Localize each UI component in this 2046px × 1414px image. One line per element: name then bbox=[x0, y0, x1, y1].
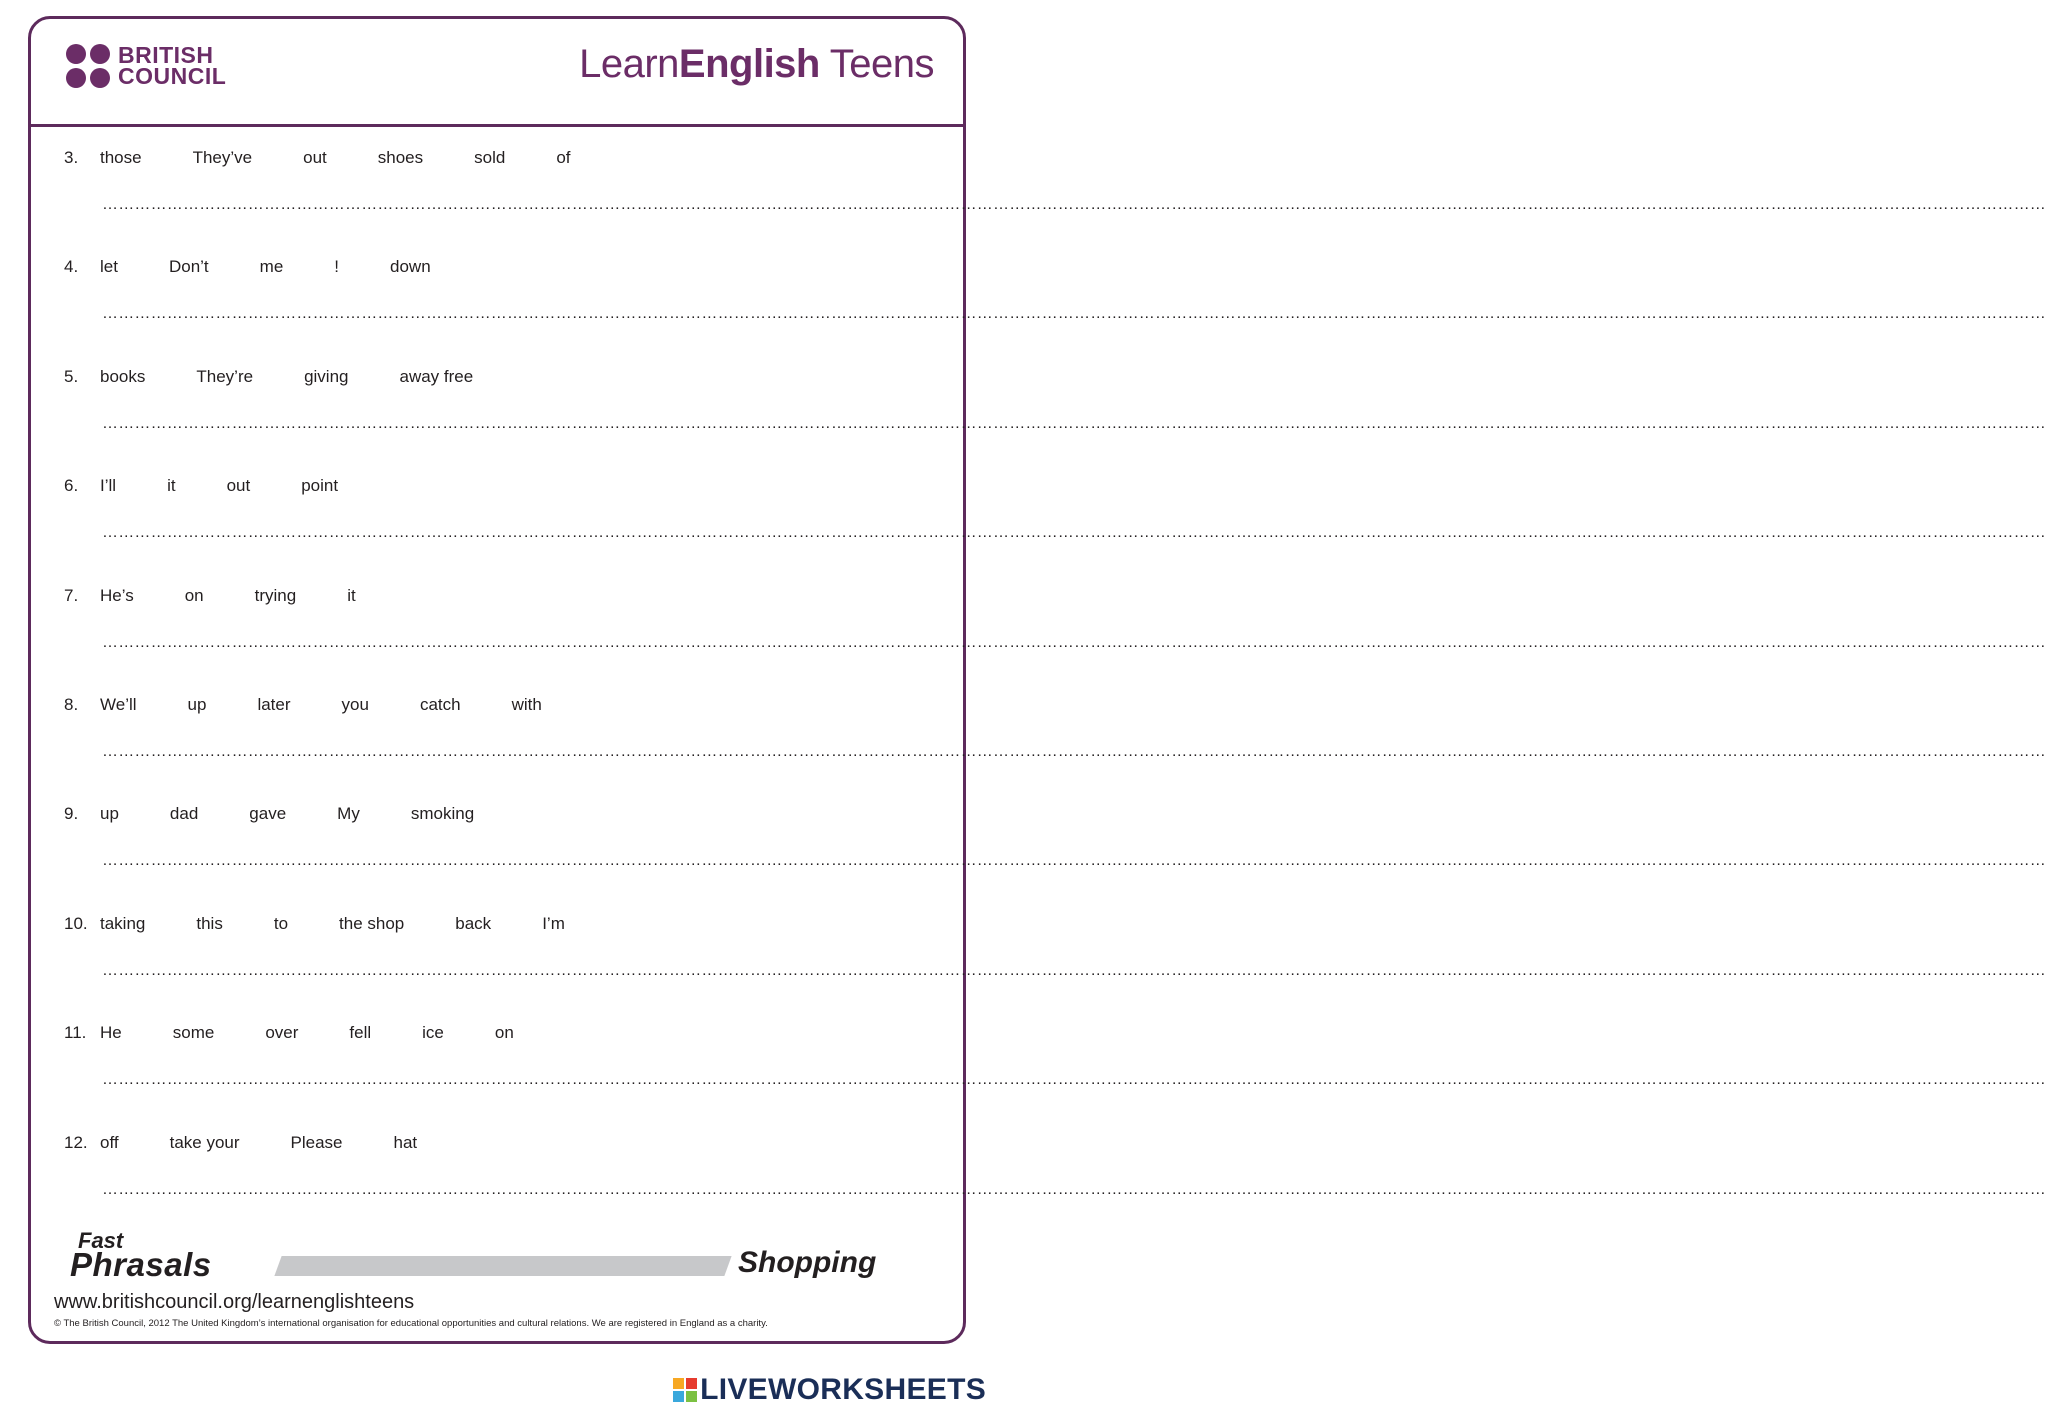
word-chip: dad bbox=[169, 804, 199, 824]
liveworksheets-text: LIVEWORKSHEETS bbox=[700, 1373, 986, 1406]
header-divider bbox=[28, 124, 966, 127]
word-chip: let bbox=[100, 257, 118, 277]
word-chip: back bbox=[455, 913, 492, 933]
icon-square bbox=[686, 1378, 697, 1389]
word-chip: smoking bbox=[410, 804, 475, 824]
word-chip: off bbox=[100, 1132, 119, 1152]
series-fast: Fast bbox=[78, 1228, 124, 1253]
word-chip: ! bbox=[334, 257, 340, 277]
exercise-item bbox=[64, 255, 2046, 364]
word-chip: it bbox=[347, 585, 356, 605]
word-chip: on bbox=[494, 1023, 514, 1043]
answer-line[interactable]: ……………………………………………………………………………………………………………………………………………………………………………………………………………………………………………………………………………………………………………………………… bbox=[102, 1180, 2046, 1198]
icon-square bbox=[673, 1378, 684, 1389]
word-chip: gave bbox=[249, 804, 287, 824]
word-chip: I’ll bbox=[100, 476, 117, 496]
word-chip: He’s bbox=[100, 585, 134, 605]
word-chip: the shop bbox=[339, 913, 405, 933]
scrambled-words bbox=[100, 695, 593, 715]
word-chip: down bbox=[390, 257, 431, 277]
word-chip: I’m bbox=[542, 913, 565, 933]
word-chip: it bbox=[167, 476, 176, 496]
word-chip: out bbox=[226, 476, 251, 496]
item-number: 11. bbox=[64, 1023, 87, 1043]
word-chip: They’re bbox=[196, 366, 254, 386]
exercise-item bbox=[64, 802, 2046, 911]
answer-line[interactable]: ……………………………………………………………………………………………………………………………………………………………………………………………………………………………………………………………………………………………………………………………… bbox=[102, 196, 2046, 213]
scrambled-words bbox=[100, 148, 622, 168]
answer-line[interactable]: ……………………………………………………………………………………………………………………………………………………………………………………………………………………………………………………………………………………………………………………………… bbox=[102, 633, 2046, 651]
word-chip: up bbox=[187, 694, 207, 714]
icon-square bbox=[673, 1391, 684, 1402]
scrambled-words bbox=[100, 586, 407, 606]
word-chip: with bbox=[511, 694, 542, 714]
item-number: 7. bbox=[64, 585, 79, 605]
scrambled-words bbox=[100, 804, 525, 824]
scrambled-words bbox=[100, 1023, 565, 1043]
exercise-item bbox=[64, 365, 2046, 474]
word-chip: shoes bbox=[377, 148, 424, 167]
word-chip: books bbox=[100, 366, 146, 386]
answer-line[interactable]: ……………………………………………………………………………………………………………………………………………………………………………………………………………………………………………………………………………………………………………………………… bbox=[102, 524, 2046, 542]
scrambled-words bbox=[100, 367, 524, 387]
exercise-item bbox=[64, 912, 2046, 1021]
answer-line[interactable]: ……………………………………………………………………………………………………………………………………………………………………………………………………………………………………………………………………………………………………………………………… bbox=[102, 852, 2046, 870]
word-chip: over bbox=[265, 1023, 299, 1043]
exercise-list bbox=[64, 146, 2046, 1240]
word-chip: fell bbox=[349, 1023, 372, 1043]
word-chip: They’ve bbox=[192, 148, 253, 167]
series-phrasals: Phrasals bbox=[70, 1246, 212, 1283]
word-chip: catch bbox=[419, 694, 461, 714]
word-chip: those bbox=[100, 148, 142, 167]
scrambled-words bbox=[100, 476, 389, 496]
word-chip: you bbox=[341, 694, 369, 714]
answer-line[interactable]: ……………………………………………………………………………………………………………………………………………………………………………………………………………………………………………………………………………………………………………………………… bbox=[102, 742, 2046, 760]
word-chip: on bbox=[184, 585, 204, 605]
item-number: 10. bbox=[64, 913, 88, 933]
word-chip: out bbox=[303, 148, 327, 167]
answer-line[interactable]: ……………………………………………………………………………………………………………………………………………………………………………………………………………………………………………………………………………………………………………………………… bbox=[102, 305, 2046, 323]
item-number: 3. bbox=[64, 148, 79, 167]
word-chip: Please bbox=[290, 1132, 343, 1152]
answer-line[interactable]: ……………………………………………………………………………………………………………………………………………………………………………………………………………………………………………………………………………………………………………………………… bbox=[102, 414, 2046, 432]
footer-url[interactable]: www.britishcouncil.org/learnenglishteens bbox=[54, 1291, 415, 1313]
exercise-item bbox=[64, 146, 2046, 255]
brand-english: English bbox=[678, 42, 820, 86]
word-chip: giving bbox=[304, 366, 349, 386]
item-number: 6. bbox=[64, 476, 79, 496]
word-chip: of bbox=[556, 148, 571, 167]
british-council-dots-icon bbox=[66, 44, 110, 88]
liveworksheets-icon bbox=[673, 1378, 697, 1402]
word-chip: to bbox=[273, 913, 289, 933]
footer-bar bbox=[274, 1256, 731, 1276]
word-chip: Don’t bbox=[168, 257, 209, 277]
item-number: 12. bbox=[64, 1132, 88, 1152]
exercise-item bbox=[64, 693, 2046, 802]
word-chip: hat bbox=[393, 1132, 418, 1152]
british-council-logo bbox=[66, 44, 226, 88]
exercise-item bbox=[64, 474, 2046, 583]
word-chip: take your bbox=[169, 1132, 240, 1152]
answer-line[interactable]: ……………………………………………………………………………………………………………………………………………………………………………………………………………………………………………………………………………………………………………………………… bbox=[102, 1071, 2046, 1089]
word-chip: trying bbox=[254, 585, 297, 605]
scrambled-words bbox=[100, 257, 482, 277]
item-number: 5. bbox=[64, 366, 79, 386]
word-chip: He bbox=[100, 1023, 122, 1043]
word-chip: up bbox=[100, 804, 119, 824]
liveworksheets-logo[interactable] bbox=[673, 1373, 986, 1407]
org-name-line1: BRITISH bbox=[118, 42, 214, 68]
item-number: 9. bbox=[64, 804, 79, 824]
word-chip: We’ll bbox=[100, 694, 137, 714]
word-chip: this bbox=[196, 913, 223, 933]
word-chip: later bbox=[257, 694, 291, 714]
copyright-notice: © The British Council, 2012 The United Kingdom’s international organisation for educational opportunities and cultural relations. We are registered in England as a charity. bbox=[54, 1318, 768, 1329]
org-name-line2: COUNCIL bbox=[118, 63, 227, 89]
item-number: 8. bbox=[64, 694, 79, 714]
answer-line[interactable]: ……………………………………………………………………………………………………………………………………………………………………………………………………………………………………………………………………………………………………………………………… bbox=[102, 961, 2046, 979]
icon-square bbox=[686, 1391, 697, 1402]
word-chip: ice bbox=[422, 1023, 444, 1043]
exercise-item bbox=[64, 1131, 2046, 1240]
word-chip: My bbox=[337, 804, 360, 824]
word-chip: point bbox=[301, 476, 339, 496]
word-chip: taking bbox=[100, 913, 146, 933]
exercise-item bbox=[64, 584, 2046, 693]
learnenglish-teens-logo bbox=[579, 42, 934, 87]
item-number: 4. bbox=[64, 257, 79, 277]
word-chip: some bbox=[172, 1023, 215, 1043]
brand-teens: Teens bbox=[819, 42, 934, 86]
scrambled-words bbox=[100, 1133, 468, 1153]
scrambled-words bbox=[100, 914, 616, 934]
word-chip: away free bbox=[399, 366, 474, 386]
word-chip: me bbox=[259, 257, 284, 277]
exercise-item bbox=[64, 1021, 2046, 1130]
word-chip: sold bbox=[474, 148, 506, 167]
topic-title: Shopping bbox=[738, 1246, 877, 1279]
brand-learn: Learn bbox=[579, 42, 679, 86]
